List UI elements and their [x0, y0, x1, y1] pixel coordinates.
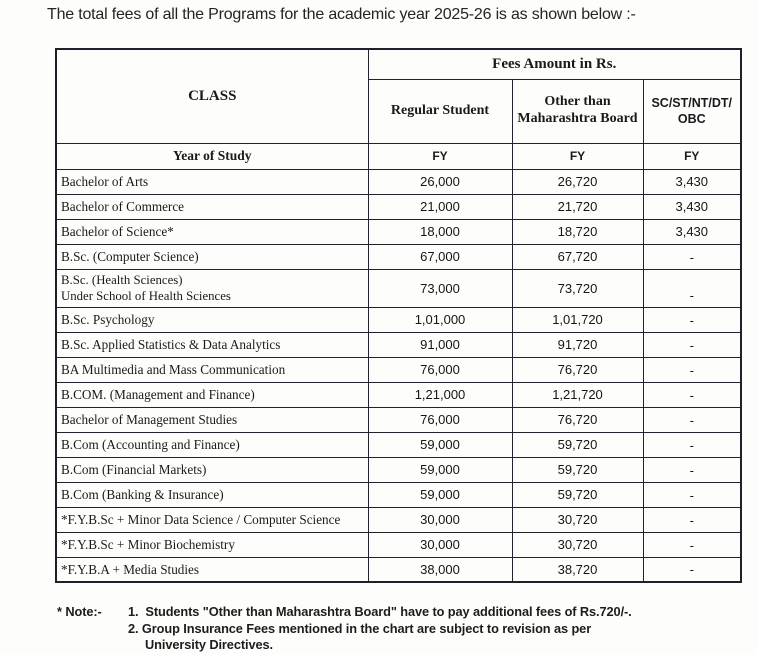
class-cell: B.Sc. Applied Statistics & Data Analytics — [61, 336, 281, 352]
scst-fee-cell: 3,430 — [643, 219, 741, 244]
class-cell: Bachelor of Arts — [61, 173, 149, 189]
regular-fee-cell: 30,000 — [368, 507, 512, 532]
other-board-fee-cell: 21,720 — [512, 194, 643, 219]
class-cell: Bachelor of Commerce — [61, 198, 185, 214]
fy-cell: FY — [643, 143, 741, 169]
regular-fee-cell: 59,000 — [368, 482, 512, 507]
other-board-fee-cell: 59,720 — [512, 482, 643, 507]
other-board-fee-cell: 76,720 — [512, 357, 643, 382]
class-cell: *F.Y.B.A + Media Studies — [61, 561, 200, 577]
fees-table — [55, 48, 742, 583]
regular-fee-cell: 76,000 — [368, 357, 512, 382]
regular-fee-cell: 26,000 — [368, 169, 512, 194]
table-row — [56, 269, 741, 307]
class-cell: B.Sc. (Computer Science) — [61, 248, 199, 264]
other-board-fee-cell: 59,720 — [512, 457, 643, 482]
class-cell: Bachelor of Management Studies — [61, 411, 238, 427]
note-line-2: 2. Group Insurance Fees mentioned in the chart are subject to revision as per — [128, 620, 592, 636]
regular-fee-cell: 67,000 — [368, 244, 512, 269]
table-row — [56, 432, 741, 457]
other-board-fee-cell: 91,720 — [512, 332, 643, 357]
table-row — [56, 332, 741, 357]
page-title: The total fees of all the Programs for the academic year 2025-26 is as shown below :- — [47, 6, 636, 23]
year-of-study-row — [56, 143, 741, 169]
class-cell: *F.Y.B.Sc + Minor Data Science / Computer Science — [61, 511, 341, 527]
regular-fee-cell: 1,01,000 — [368, 307, 512, 332]
regular-fee-cell: 1,21,000 — [368, 382, 512, 407]
table-row — [56, 557, 741, 582]
other-board-fee-cell: 76,720 — [512, 407, 643, 432]
table-row — [56, 507, 741, 532]
table-row — [56, 532, 741, 557]
scst-fee-cell: - — [643, 407, 741, 432]
note-label: * Note:- — [57, 604, 102, 619]
scst-fee-cell: - — [643, 432, 741, 457]
class-cell: B.COM. (Management and Finance) — [61, 386, 255, 402]
regular-fee-cell: 38,000 — [368, 557, 512, 582]
class-cell-line2: Under School of Health Sciences — [61, 289, 231, 304]
other-board-fee-cell: 38,720 — [512, 557, 643, 582]
class-cell: B.Com (Financial Markets) — [61, 461, 207, 477]
table-row — [56, 382, 741, 407]
regular-fee-cell: 21,000 — [368, 194, 512, 219]
footnote — [57, 604, 632, 654]
scst-fee-cell: - — [643, 482, 741, 507]
table-row — [56, 169, 741, 194]
note-lines — [128, 604, 632, 654]
scst-fee-cell: - — [643, 507, 741, 532]
scst-fee-cell: - — [643, 557, 741, 582]
class-cell: Bachelor of Science* — [61, 223, 174, 239]
class-cell: *F.Y.B.Sc + Minor Biochemistry — [61, 536, 235, 552]
table-row — [56, 407, 741, 432]
class-cell: BA Multimedia and Mass Communication — [61, 361, 286, 377]
other-board-fee-cell: 30,720 — [512, 532, 643, 557]
regular-fee-cell: 30,000 — [368, 532, 512, 557]
other-board-fee-cell: 67,720 — [512, 244, 643, 269]
other-board-fee-cell: 1,21,720 — [512, 382, 643, 407]
regular-fee-cell: 91,000 — [368, 332, 512, 357]
column-header-regular-student: Regular Student — [368, 79, 512, 143]
other-board-fee-cell: 30,720 — [512, 507, 643, 532]
class-cell: B.Com (Banking & Insurance) — [61, 486, 224, 502]
fees-amount-header: Fees Amount in Rs. — [368, 49, 741, 79]
regular-fee-cell: 59,000 — [368, 432, 512, 457]
column-header-other-than-maharashtra-board: Other than Maharashtra Board — [512, 79, 643, 143]
class-column-header: CLASS — [56, 49, 368, 143]
scst-fee-cell: - — [643, 307, 741, 332]
other-board-fee-cell: 59,720 — [512, 432, 643, 457]
other-board-fee-cell: 26,720 — [512, 169, 643, 194]
year-of-study-label: Year of Study — [56, 143, 368, 169]
table-row — [56, 307, 741, 332]
table-row — [56, 457, 741, 482]
scst-fee-cell: - — [643, 382, 741, 407]
fy-cell: FY — [368, 143, 512, 169]
other-board-fee-cell: 18,720 — [512, 219, 643, 244]
header-row-fees — [56, 49, 741, 79]
class-cell: B.Com (Accounting and Finance) — [61, 436, 240, 452]
note-line-1: 1. Students "Other than Maharashtra Board" have to pay additional fees of Rs.720/-. — [128, 604, 632, 619]
regular-fee-cell: 59,000 — [368, 457, 512, 482]
table-row — [56, 244, 741, 269]
regular-fee-cell: 73,000 — [368, 269, 512, 307]
scst-fee-cell: - — [643, 269, 741, 307]
fy-cell: FY — [512, 143, 643, 169]
scst-fee-cell: - — [643, 532, 741, 557]
scst-fee-cell: - — [643, 357, 741, 382]
other-board-fee-cell: 73,720 — [512, 269, 643, 307]
class-cell: B.Sc. Psychology — [61, 311, 155, 327]
table-row — [56, 482, 741, 507]
table-row — [56, 194, 741, 219]
scst-fee-cell: - — [643, 244, 741, 269]
table-row — [56, 357, 741, 382]
scst-fee-cell: - — [643, 457, 741, 482]
regular-fee-cell: 18,000 — [368, 219, 512, 244]
class-cell: B.Sc. (Health Sciences) — [61, 272, 183, 287]
scst-fee-cell: 3,430 — [643, 169, 741, 194]
scst-fee-cell: 3,430 — [643, 194, 741, 219]
other-board-fee-cell: 1,01,720 — [512, 307, 643, 332]
table-row — [56, 219, 741, 244]
scst-fee-cell: - — [643, 332, 741, 357]
column-header-sc-st-nt-dt-obc: SC/ST/NT/DT/ OBC — [643, 79, 741, 143]
regular-fee-cell: 76,000 — [368, 407, 512, 432]
note-line-3: University Directives. — [145, 637, 273, 653]
